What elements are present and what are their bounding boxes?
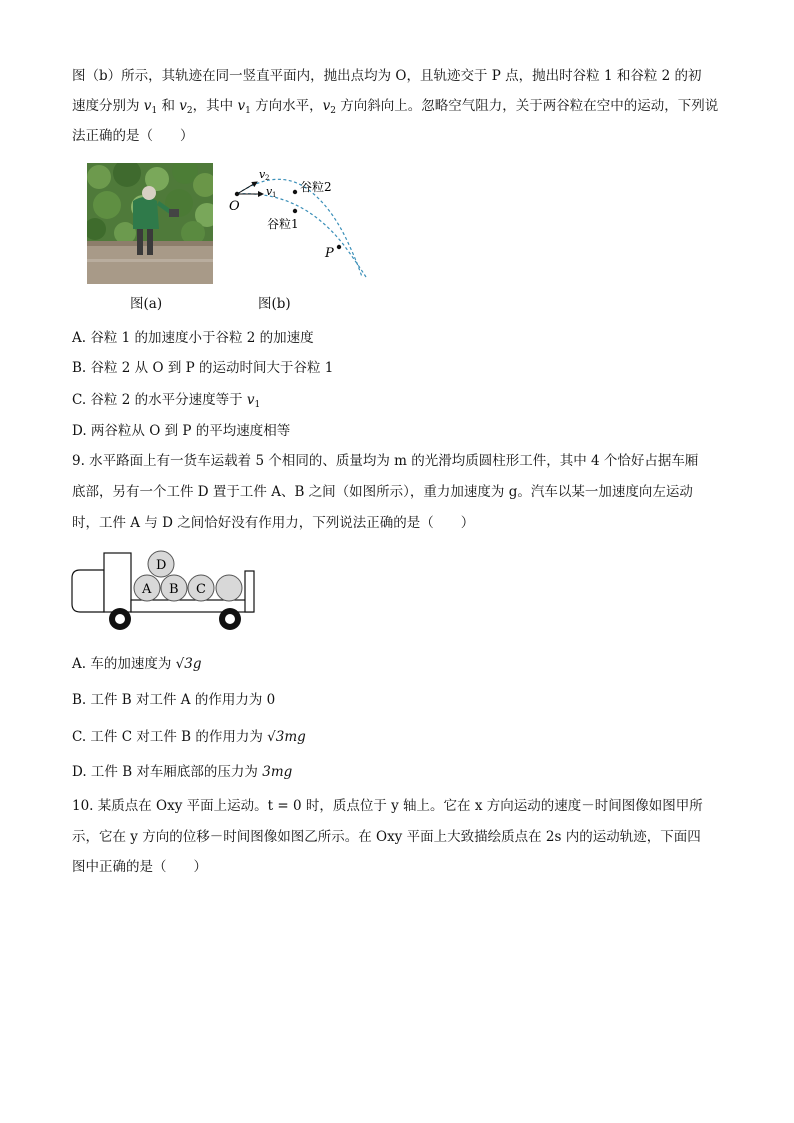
truck-diagram xyxy=(70,548,260,632)
label-o: O xyxy=(229,199,240,214)
var-v1: v xyxy=(237,98,246,114)
q9-line2: 底部，另有一个工件 D 置于工件 A、B 之间（如图所示），重力加速度为 g。汽车以某一加速度向左运动 xyxy=(72,484,693,500)
text-fragment: 方向斜向上。忽略空气阻力，关于两谷粒在空中的运动，下列说 xyxy=(335,98,719,114)
label-v2: v xyxy=(259,168,266,181)
trajectory-diagram xyxy=(220,162,380,284)
math-sqrt3mg: √3mg xyxy=(267,729,306,745)
velocity-v2-arrow xyxy=(237,182,257,194)
q10-line3: 图中正确的是（ ） xyxy=(72,859,207,875)
label-c: C xyxy=(196,582,206,597)
var-v2: v xyxy=(322,98,331,114)
label-grain2: 谷粒2 xyxy=(300,180,332,194)
sub-1: 1 xyxy=(151,106,158,116)
rear-wheel-hub xyxy=(225,614,235,624)
cylinder-4 xyxy=(216,575,242,601)
truck-tailgate xyxy=(245,571,254,612)
sub-2: 2 xyxy=(330,106,336,116)
point-p xyxy=(337,245,341,249)
truck-cab xyxy=(72,570,104,612)
q8-option-d: D. 两谷粒从 O 到 P 的平均速度相等 xyxy=(72,423,291,439)
caption-figure-b: 图(b) xyxy=(258,296,291,312)
math-3mg: 3mg xyxy=(262,764,293,780)
text-fragment: A. 车的加速度为 xyxy=(72,656,176,672)
q9-option-c xyxy=(72,727,306,747)
point-o xyxy=(235,192,239,196)
var-v1: v xyxy=(246,392,255,408)
q8-intro-line2 xyxy=(72,96,718,121)
var-v2: v xyxy=(179,98,187,114)
q9-option-d xyxy=(72,762,292,782)
label-v2-sub: 2 xyxy=(265,174,270,182)
text-fragment: 方向水平， xyxy=(250,98,323,114)
caption-figure-a: 图(a) xyxy=(130,296,163,312)
label-b: B xyxy=(169,582,179,597)
truck-cab-body xyxy=(104,553,131,612)
q8-option-b: B. 谷粒 2 从 O 到 P 的运动时间大于谷粒 1 xyxy=(72,360,334,376)
sub-2: 2 xyxy=(186,106,193,116)
text-fragment: C. 谷粒 2 的水平分速度等于 xyxy=(72,392,247,408)
farmer-photo-illustration xyxy=(87,163,213,284)
text-fragment: D. 工件 B 对车厢底部的压力为 xyxy=(72,764,263,780)
math-sqrt3g: √3g xyxy=(175,656,202,672)
label-a: A xyxy=(142,582,152,597)
grain2-dot xyxy=(293,190,297,194)
q10-line1: 10. 某质点在 Oxy 平面上运动。t = 0 时，质点位于 y 轴上。它在 x 方向运动的速度－时间图像如图甲所 xyxy=(72,798,703,814)
var-v1: v xyxy=(143,98,152,114)
label-p: P xyxy=(325,246,334,261)
text-fragment: C. 工件 C 对工件 B 的作用力为 xyxy=(72,729,268,745)
q10-line2: 示，它在 y 方向的位移－时间图像如图乙所示。在 Oxy 平面上大致描绘质点在 2s 内的运动轨迹，下面四 xyxy=(72,829,701,845)
q8-option-c xyxy=(72,390,260,415)
q8-intro-line1: 图（b）所示，其轨迹在同一竖直平面内，抛出点均为 O，且轨迹交于 P 点，抛出时谷粒 1 和谷粒 2 的初 xyxy=(72,68,702,84)
q9-option-b: B. 工件 B 对工件 A 的作用力为 0 xyxy=(72,692,276,708)
label-d: D xyxy=(156,558,167,573)
text-fragment: 和 xyxy=(157,98,180,114)
q9-line3: 时，工件 A 与 D 之间恰好没有作用力，下列说法正确的是（ ） xyxy=(72,515,475,531)
trajectory-grain1 xyxy=(237,194,366,277)
label-v1-sub: 1 xyxy=(272,191,277,199)
q9-line1: 9. 水平路面上有一货车运载着 5 个相同的、质量均为 m 的光滑均质圆柱形工件，其中 4 个恰好占据车厢 xyxy=(72,453,699,469)
sub-1: 1 xyxy=(254,400,261,410)
farmer-photo xyxy=(87,163,213,284)
label-grain1: 谷粒1 xyxy=(267,217,299,231)
text-fragment: ，其中 xyxy=(192,98,238,114)
q8-intro-line3: 法正确的是（ ） xyxy=(72,128,194,144)
front-wheel-hub xyxy=(115,614,125,624)
text-fragment: 速度分别为 xyxy=(72,98,144,114)
sub-1: 1 xyxy=(245,106,251,116)
grain1-dot xyxy=(293,209,297,213)
q8-option-a: A. 谷粒 1 的加速度小于谷粒 2 的加速度 xyxy=(72,330,314,346)
q9-option-a xyxy=(72,654,201,674)
label-v1: v xyxy=(266,185,273,198)
